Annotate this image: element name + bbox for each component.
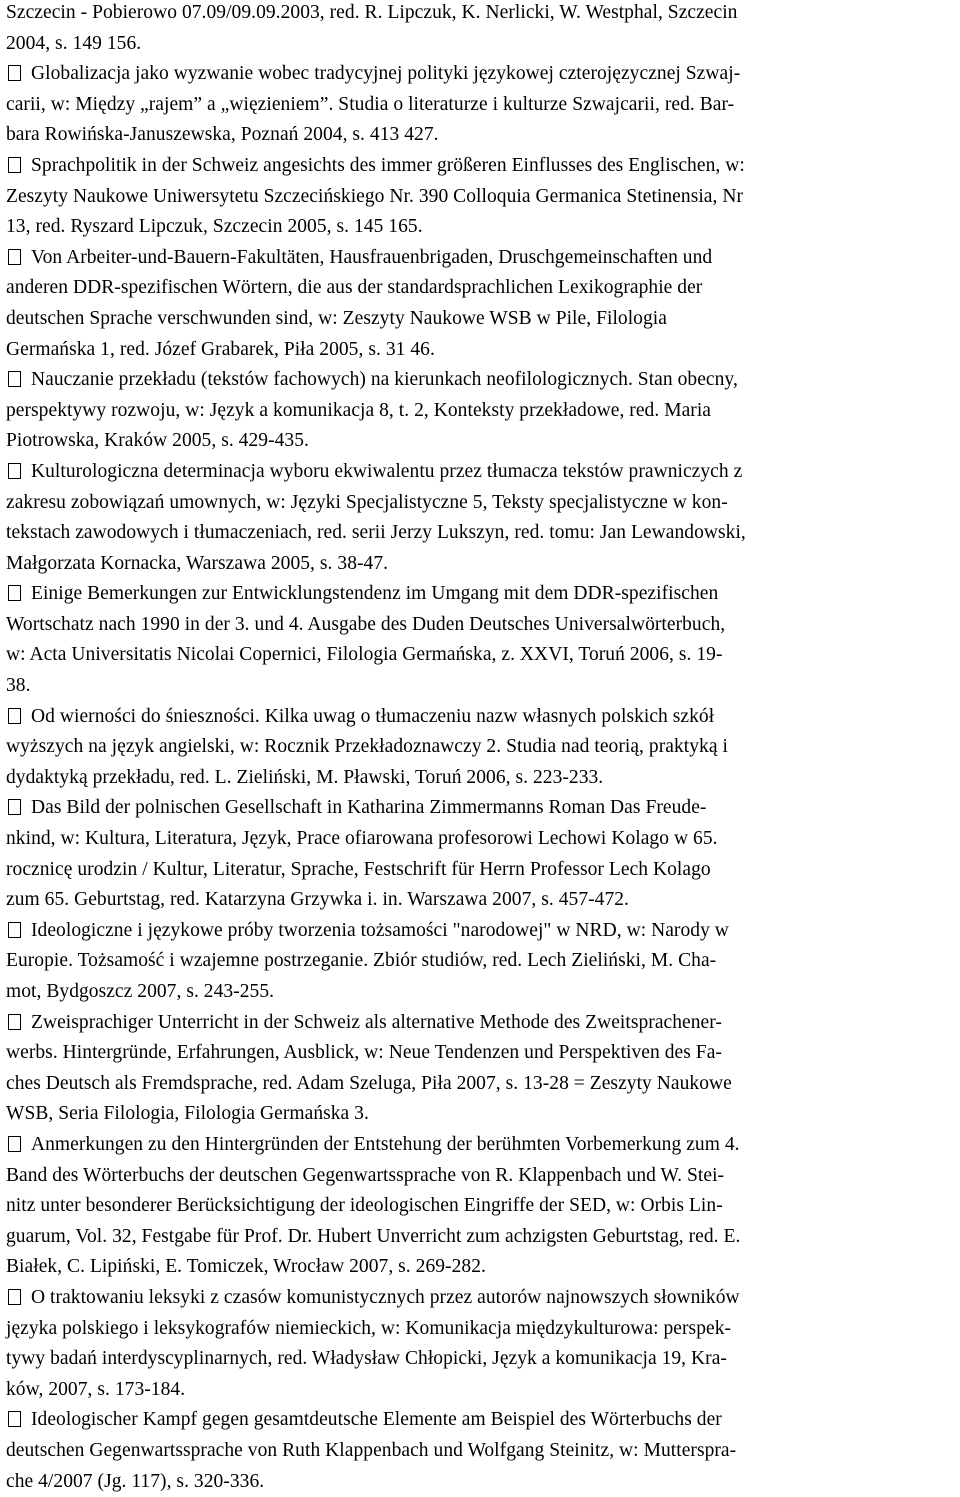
bullet-box-icon: [8, 65, 21, 81]
entry-line: wyższych na język angielski, w: Rocznik Przekładoznawczy 2. Studia nad teorią, praktyką i: [6, 732, 954, 763]
entry-line: języka polskiego i leksykografów niemieckich, w: Komunikacja międzykulturowa: perspek-: [6, 1314, 954, 1345]
bibliography-entry: [6, 1130, 954, 1283]
entry-text: O traktowaniu leksyki z czasów komunistycznych przez autorów najnowszych słowników: [31, 1287, 740, 1308]
entry-text: Ideologischer Kampf gegen gesamtdeutsche Elemente am Beispiel des Wörterbuchs der: [31, 1409, 722, 1430]
bibliography-entry: [6, 59, 954, 151]
bibliography-entry: [6, 457, 954, 579]
entry-line: w: Acta Universitatis Nicolai Copernici, Filologia Germańska, z. XXVI, Toruń 2006, s. 19-: [6, 640, 954, 671]
entry-text: Von Arbeiter-und-Bauern-Fakultäten, Hausfrauenbrigaden, Druschgemeinschaften und: [31, 247, 712, 268]
entry-line: rocznicę urodzin / Kultur, Literatur, Sprache, Festschrift für Herrn Professor Lech Kolago: [6, 855, 954, 886]
entry-line: che 4/2007 (Jg. 117), s. 320-336.: [6, 1467, 954, 1497]
entry-text: Einige Bemerkungen zur Entwicklungstendenz im Umgang mit dem DDR-spezifischen: [31, 583, 718, 604]
entry-line: [6, 365, 954, 396]
entry-line: 38.: [6, 671, 954, 702]
entry-line: anderen DDR-spezifischen Wörtern, die aus der standardsprachlichen Lexikographie der: [6, 273, 954, 304]
bullet-box-icon: [8, 1289, 21, 1305]
bibliography-entry: [6, 1008, 954, 1130]
entry-line: ches Deutsch als Fremdsprache, red. Adam Szeluga, Piła 2007, s. 13-28 = Zeszyty Naukowe: [6, 1069, 954, 1100]
entry-line: guarum, Vol. 32, Festgabe für Prof. Dr. Hubert Unverricht zum achzigsten Geburtstag, red. E.: [6, 1222, 954, 1253]
bibliography-entry: [6, 243, 954, 365]
bullet-box-icon: [8, 249, 21, 265]
bullet-box-icon: [8, 585, 21, 601]
entry-line: werbs. Hintergründe, Erfahrungen, Ausblick, w: Neue Tendenzen und Perspektiven des Fa-: [6, 1038, 954, 1069]
bullet-box-icon: [8, 922, 21, 938]
bibliography-entry: [6, 0, 954, 59]
entry-line: [6, 59, 954, 90]
bullet-box-icon: [8, 1411, 21, 1427]
entry-line: dydaktyką przekładu, red. L. Zieliński, M. Pławski, Toruń 2006, s. 223-233.: [6, 763, 954, 794]
entry-line: bara Rowińska-Januszewska, Poznań 2004, s. 413 427.: [6, 120, 954, 151]
bibliography-entry: [6, 1283, 954, 1405]
entry-line: tywy badań interdyscyplinarnych, red. Władysław Chłopicki, Język a komunikacja 19, Kra-: [6, 1344, 954, 1375]
entry-line: zum 65. Geburtstag, red. Katarzyna Grzywka i. in. Warszawa 2007, s. 457-472.: [6, 885, 954, 916]
entry-line: Zeszyty Naukowe Uniwersytetu Szczecińskiego Nr. 390 Colloquia Germanica Stetinensia, Nr: [6, 182, 954, 213]
entry-line: Europie. Tożsamość i wzajemne postrzeganie. Zbiór studiów, red. Lech Zieliński, M. Cha-: [6, 946, 954, 977]
entry-line: [6, 1130, 954, 1161]
entry-line: [6, 151, 954, 182]
bullet-box-icon: [8, 463, 21, 479]
bullet-box-icon: [8, 1014, 21, 1030]
entry-line: Szczecin - Pobierowo 07.09/09.09.2003, red. R. Lipczuk, K. Nerlicki, W. Westphal, Szczecin: [6, 0, 954, 29]
entry-line: Germańska 1, red. Józef Grabarek, Piła 2005, s. 31 46.: [6, 335, 954, 366]
entry-text: Das Bild der polnischen Gesellschaft in Katharina Zimmermanns Roman Das Freude-: [31, 797, 706, 818]
entry-line: nkind, w: Kultura, Literatura, Język, Prace ofiarowana profesorowi Lechowi Kolago w 65.: [6, 824, 954, 855]
entry-line: deutschen Gegenwartssprache von Ruth Klappenbach und Wolfgang Steinitz, w: Mutterspra-: [6, 1436, 954, 1467]
bibliography-page: [6, 0, 954, 1497]
bullet-box-icon: [8, 708, 21, 724]
bullet-box-icon: [8, 157, 21, 173]
entry-line: deutschen Sprache verschwunden sind, w: Zeszyty Naukowe WSB w Pile, Filologia: [6, 304, 954, 335]
entry-line: carii, w: Między „rajem” a „więzieniem”. Studia o literaturze i kulturze Szwajcarii, red. Bar-: [6, 90, 954, 121]
entry-line: [6, 457, 954, 488]
entry-line: WSB, Seria Filologia, Filologia Germańska 3.: [6, 1099, 954, 1130]
bullet-box-icon: [8, 1136, 21, 1152]
entry-line: ków, 2007, s. 173-184.: [6, 1375, 954, 1406]
entry-line: Band des Wörterbuchs der deutschen Gegenwartssprache von R. Klappenbach und W. Stei-: [6, 1161, 954, 1192]
entry-text: Ideologiczne i językowe próby tworzenia tożsamości "narodowej" w NRD, w: Narody w: [31, 920, 729, 941]
entry-line: nitz unter besonderer Berücksichtigung der ideologischen Eingriffe der SED, w: Orbis Lin-: [6, 1191, 954, 1222]
entry-line: Małgorzata Kornacka, Warszawa 2005, s. 38-47.: [6, 549, 954, 580]
bibliography-entry: [6, 365, 954, 457]
entry-line: zakresu zobowiązań umownych, w: Języki Specjalistyczne 5, Teksty specjalistyczne w kon-: [6, 488, 954, 519]
entry-line: [6, 1405, 954, 1436]
bibliography-entry: [6, 151, 954, 243]
entry-line: [6, 916, 954, 947]
entry-line: [6, 702, 954, 733]
entry-line: [6, 793, 954, 824]
entry-line: mot, Bydgoszcz 2007, s. 243-255.: [6, 977, 954, 1008]
bibliography-entry: [6, 793, 954, 915]
entry-line: [6, 243, 954, 274]
entry-line: perspektywy rozwoju, w: Język a komunikacja 8, t. 2, Konteksty przekładowe, red. Maria: [6, 396, 954, 427]
entry-text: Anmerkungen zu den Hintergründen der Entstehung der berühmten Vorbemerkung zum 4.: [31, 1134, 740, 1155]
entry-text: Sprachpolitik in der Schweiz angesichts des immer größeren Einflusses des Englischen, w:: [31, 155, 745, 176]
entry-text: Nauczanie przekładu (tekstów fachowych) na kierunkach neofilologicznych. Stan obecny,: [31, 369, 738, 390]
entry-text: Globalizacja jako wyzwanie wobec tradycyjnej polityki językowej czterojęzycznej Szwaj-: [31, 63, 740, 84]
entry-line: 2004, s. 149 156.: [6, 29, 954, 60]
entry-line: tekstach zawodowych i tłumaczeniach, red. serii Jerzy Lukszyn, red. tomu: Jan Lewandowski,: [6, 518, 954, 549]
entry-line: [6, 1008, 954, 1039]
bibliography-entry: [6, 1405, 954, 1497]
entry-text: Kulturologiczna determinacja wyboru ekwiwalentu przez tłumacza tekstów prawniczych z: [31, 461, 742, 482]
entry-line: [6, 579, 954, 610]
bullet-box-icon: [8, 371, 21, 387]
entry-line: [6, 1283, 954, 1314]
entry-text: Zweisprachiger Unterricht in der Schweiz als alternative Methode des Zweitsprachener-: [31, 1012, 722, 1033]
entry-text: Od wierności do śnieszności. Kilka uwag o tłumaczeniu nazw własnych polskich szkół: [31, 706, 714, 727]
bullet-box-icon: [8, 799, 21, 815]
entry-line: Piotrowska, Kraków 2005, s. 429-435.: [6, 426, 954, 457]
entry-line: Wortschatz nach 1990 in der 3. und 4. Ausgabe des Duden Deutsches Universalwörterbuch,: [6, 610, 954, 641]
entry-line: Białek, C. Lipiński, E. Tomiczek, Wrocław 2007, s. 269-282.: [6, 1252, 954, 1283]
bibliography-entry: [6, 702, 954, 794]
bibliography-entry: [6, 916, 954, 1008]
bibliography-entry: [6, 579, 954, 701]
entry-line: 13, red. Ryszard Lipczuk, Szczecin 2005, s. 145 165.: [6, 212, 954, 243]
